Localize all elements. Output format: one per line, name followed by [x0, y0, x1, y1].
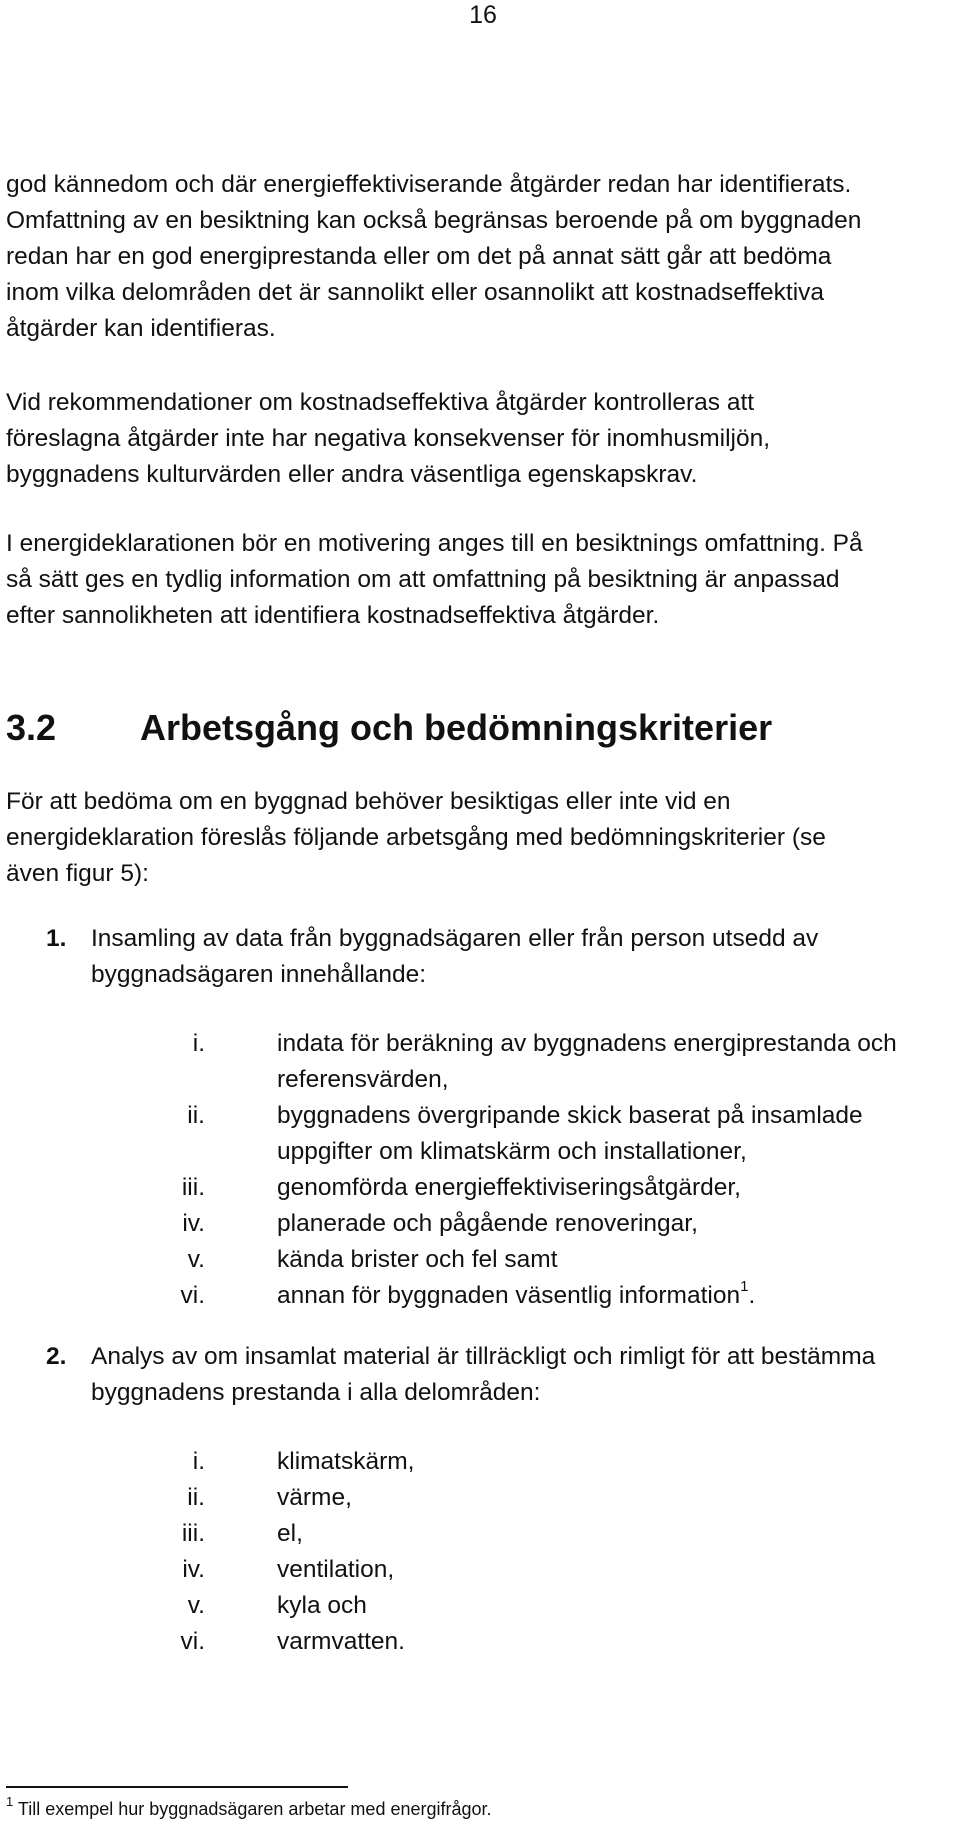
text-line: god kännedom och där energieffektiviserande åtgärder redan har identifierats. — [6, 171, 852, 198]
text-line: åtgärder kan identifieras. — [6, 315, 276, 342]
paragraph-motivation — [6, 526, 956, 634]
text-line: även figur 5): — [6, 860, 149, 887]
footnote-reference[interactable]: 1 — [740, 1278, 749, 1295]
list-item — [0, 1026, 960, 1098]
roman-numeral: iv. — [182, 1210, 205, 1237]
page-number: 16 — [469, 1, 497, 29]
list-item-text: referensvärden, — [277, 1066, 449, 1093]
step-1-sublist — [0, 1026, 960, 1314]
roman-numeral: vi. — [180, 1282, 205, 1309]
footnote-divider — [6, 1786, 348, 1788]
list-item-text: kyla och — [277, 1592, 367, 1619]
roman-numeral: i. — [192, 1448, 205, 1475]
step-number: 1. — [46, 925, 67, 952]
roman-numeral: v. — [187, 1592, 205, 1619]
step-number: 2. — [46, 1343, 67, 1370]
list-item-text: el, — [277, 1520, 303, 1547]
roman-numeral: iii. — [181, 1174, 205, 1201]
list-item-text: genomförda energieffektiviseringsåtgärder, — [277, 1174, 741, 1201]
list-item-text: kända brister och fel samt — [277, 1246, 558, 1273]
list-item — [0, 1516, 960, 1552]
list-item-text: ventilation, — [277, 1556, 395, 1583]
step-text — [91, 1339, 951, 1411]
list-item — [0, 1242, 960, 1278]
text-line: redan har en god energiprestanda eller om det på annat sätt går att bedöma — [6, 243, 832, 270]
text-line: För att bedöma om en byggnad behöver besiktigas eller inte vid en — [6, 788, 731, 815]
list-item-text: varmvatten. — [277, 1628, 405, 1655]
list-item-text: uppgifter om klimatskärm och installationer, — [277, 1138, 747, 1165]
text-line: Vid rekommendationer om kostnadseffektiva åtgärder kontrolleras att — [6, 389, 755, 416]
list-item — [0, 1206, 960, 1242]
footnote-marker: 1 — [6, 1794, 14, 1809]
text-line: Analys av om insamlat material är tillräckligt och rimligt för att bestämma — [91, 1343, 876, 1370]
step-text — [91, 921, 951, 993]
text-line: inom vilka delområden det är sannolikt eller osannolikt att kostnadseffektiva — [6, 279, 825, 306]
section-number: 3.2 — [6, 707, 57, 748]
section-heading — [6, 704, 946, 752]
text-line: I energideklarationen bör en motivering anges till en besiktnings omfattning. På — [6, 530, 863, 557]
paragraph-recommendations — [6, 385, 956, 493]
text-line: energideklaration föreslås följande arbetsgång med bedömningskriterier (se — [6, 824, 826, 851]
footnote-text: Till exempel hur byggnadsägaren arbetar med energifrågor. — [13, 1799, 492, 1819]
list-item — [0, 1552, 960, 1588]
roman-numeral: iii. — [181, 1520, 205, 1547]
roman-numeral: v. — [187, 1246, 205, 1273]
list-item-text: värme, — [277, 1484, 352, 1511]
text-line: Omfattning av en besiktning kan också begränsas beroende på om byggnaden — [6, 207, 862, 234]
text-line: föreslagna åtgärder inte har negativa konsekvenser för inomhusmiljön, — [6, 425, 771, 452]
text-line: byggnadens prestanda i alla delområden: — [91, 1379, 541, 1406]
section-title: Arbetsgång och bedömningskriterier — [140, 707, 773, 748]
list-item — [0, 1444, 960, 1480]
text-line: byggnadsägaren innehållande: — [91, 961, 427, 988]
list-item-text: planerade och pågående renoveringar, — [277, 1210, 698, 1237]
list-item — [0, 1170, 960, 1206]
list-item-text: byggnadens övergripande skick baserat på insamlade — [277, 1102, 863, 1129]
list-item-text: indata för beräkning av byggnadens energiprestanda och — [277, 1030, 897, 1057]
footnote — [6, 1789, 492, 1829]
text-line: efter sannolikheten att identifiera kostnadseffektiva åtgärder. — [6, 602, 660, 629]
step-2-sublist — [0, 1444, 960, 1660]
paragraph-scope — [6, 167, 956, 347]
section-intro — [6, 784, 956, 892]
list-item — [0, 1480, 960, 1516]
list-item-text: annan för byggnaden väsentlig information — [277, 1282, 741, 1309]
list-item — [0, 1588, 960, 1624]
roman-numeral: iv. — [182, 1556, 205, 1583]
list-item-text: klimatskärm, — [277, 1448, 415, 1475]
roman-numeral: i. — [192, 1030, 205, 1057]
text-line: byggnadens kulturvärden eller andra väsentliga egenskapskrav. — [6, 461, 698, 488]
roman-numeral: ii. — [187, 1102, 205, 1129]
text-line: så sätt ges en tydlig information om att omfattning på besiktning är anpassad — [6, 566, 840, 593]
list-item — [0, 1624, 960, 1660]
list-item-punctuation: . — [748, 1282, 756, 1309]
list-item — [0, 1278, 960, 1314]
roman-numeral: vi. — [180, 1628, 205, 1655]
list-item — [0, 1098, 960, 1170]
roman-numeral: ii. — [187, 1484, 205, 1511]
text-line: Insamling av data från byggnadsägaren eller från person utsedd av — [91, 925, 819, 952]
